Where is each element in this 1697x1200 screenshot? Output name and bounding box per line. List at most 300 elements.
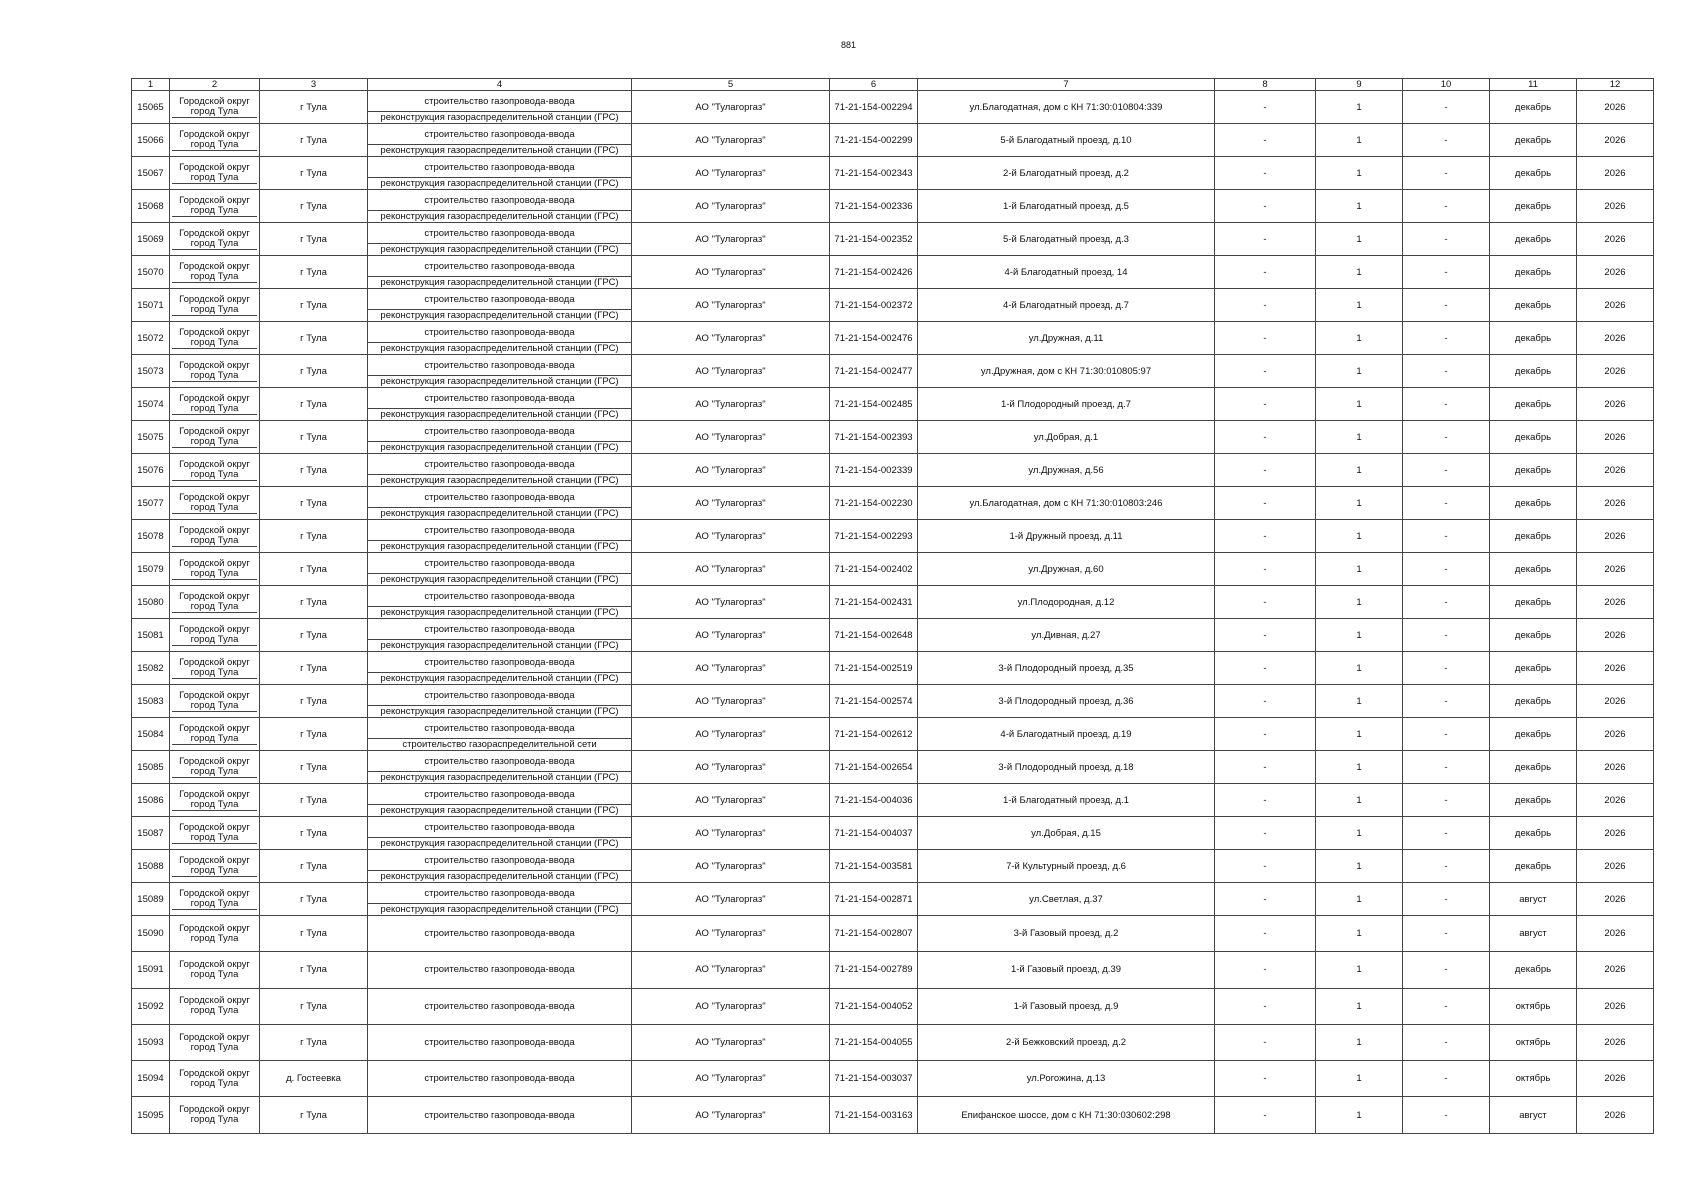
table-row [132,1024,1654,1060]
district-line-1: Городской округ [179,425,250,437]
year-cell: 2026 [1577,124,1654,157]
year-cell: 2026 [1577,718,1654,751]
district-line-2: город Тула [172,173,257,184]
district-cell [170,91,260,124]
object-code-cell: 71-21-154-002293 [830,520,918,553]
district-cell [170,124,260,157]
work-type-primary: строительство газопровода-ввода [424,194,575,206]
object-code-cell: 71-21-154-002612 [830,718,918,751]
work-type-cell: строительство газопровода-ввода [368,1097,632,1133]
row-number: 15087 [132,817,170,850]
row-number: 15077 [132,487,170,520]
address-cell: 1-й Дружный проезд, д.11 [918,520,1215,553]
object-code-cell: 71-21-154-002352 [830,223,918,256]
address-cell: ул.Дружная, д.60 [918,553,1215,586]
month-cell: август [1490,883,1577,916]
district-cell [170,223,260,256]
object-code-cell: 71-21-154-003581 [830,850,918,883]
month-cell: декабрь [1490,223,1577,256]
column-9-cell: 1 [1316,883,1403,916]
month-cell: декабрь [1490,619,1577,652]
column-8-cell: - [1215,289,1316,322]
district-line-2: город Тула [172,767,257,778]
organization-cell: АО "Тулагоргаз" [632,124,830,157]
work-type-cell [368,454,632,487]
month-cell: декабрь [1490,520,1577,553]
work-type-secondary: реконструкция газораспределительной станции (ГРС) [368,342,631,354]
column-9-cell: 1 [1316,421,1403,454]
row-number: 15072 [132,322,170,355]
column-8-cell: - [1215,850,1316,883]
month-cell: декабрь [1490,388,1577,421]
table-row [132,454,1654,487]
row-number: 15067 [132,157,170,190]
month-cell: октябрь [1490,988,1577,1024]
column-9-cell: 1 [1316,487,1403,520]
column-10-cell: - [1403,1024,1490,1060]
column-9-cell: 1 [1316,454,1403,487]
column-10-cell: - [1403,322,1490,355]
object-code-cell: 71-21-154-002402 [830,553,918,586]
organization-cell: АО "Тулагоргаз" [632,850,830,883]
column-8-cell: - [1215,952,1316,988]
work-type-primary: строительство газопровода-ввода [424,854,575,866]
district-line-2: город Тула [172,338,257,349]
object-code-cell: 71-21-154-002477 [830,355,918,388]
address-cell: ул.Рогожина, д.13 [918,1061,1215,1097]
month-cell: август [1490,1097,1577,1133]
column-9-cell: 1 [1316,190,1403,223]
district-line-2: город Тула [190,1041,239,1053]
month-cell: декабрь [1490,784,1577,817]
district-line-1: Городской округ [179,557,250,569]
work-type-secondary: реконструкция газораспределительной станции (ГРС) [368,375,631,387]
work-type-cell [368,289,632,322]
table-row [132,91,1654,124]
district-cell [170,817,260,850]
month-cell: декабрь [1490,355,1577,388]
column-8-cell: - [1215,388,1316,421]
address-cell: ул.Добрая, д.15 [918,817,1215,850]
locality-cell: г Тула [260,421,368,454]
month-cell: декабрь [1490,652,1577,685]
district-line-1: Городской округ [179,260,250,272]
object-code-cell: 71-21-154-002654 [830,751,918,784]
locality-cell: г Тула [260,124,368,157]
month-cell: декабрь [1490,91,1577,124]
object-code-cell: 71-21-154-002343 [830,157,918,190]
work-type-primary: строительство газопровода-ввода [424,590,575,602]
table-row [132,388,1654,421]
locality-cell: г Тула [260,1024,368,1060]
column-9-cell: 1 [1316,718,1403,751]
table-row [132,553,1654,586]
column-9-cell: 1 [1316,223,1403,256]
month-cell: декабрь [1490,256,1577,289]
work-type-cell [368,124,632,157]
table-row [132,289,1654,322]
object-code-cell: 71-21-154-002426 [830,256,918,289]
locality-cell: г Тула [260,952,368,988]
organization-cell: АО "Тулагоргаз" [632,421,830,454]
row-number: 15075 [132,421,170,454]
work-type-primary: строительство газопровода-ввода [424,227,575,239]
table-row [132,817,1654,850]
district-cell [170,553,260,586]
column-8-cell: - [1215,454,1316,487]
column-10-cell: - [1403,157,1490,190]
district-cell [170,190,260,223]
table-row [132,487,1654,520]
table-row [132,883,1654,916]
district-cell [170,652,260,685]
district-cell [170,1097,260,1133]
column-10-cell: - [1403,751,1490,784]
object-code-cell: 71-21-154-002485 [830,388,918,421]
district-line-2: город Тула [172,239,257,250]
work-type-secondary: реконструкция газораспределительной станции (ГРС) [368,705,631,717]
locality-cell: г Тула [260,1097,368,1133]
column-10-cell: - [1403,355,1490,388]
work-type-cell [368,91,632,124]
address-cell: ул.Дружная, д.56 [918,454,1215,487]
work-type-primary: строительство газопровода-ввода [424,755,575,767]
row-number: 15083 [132,685,170,718]
locality-cell: г Тула [260,223,368,256]
row-number: 15073 [132,355,170,388]
organization-cell: АО "Тулагоргаз" [632,1061,830,1097]
district-line-2: город Тула [172,668,257,679]
locality-cell: г Тула [260,91,368,124]
district-cell [170,289,260,322]
district-line-2: город Тула [172,833,257,844]
column-8-cell: - [1215,988,1316,1024]
address-cell: Епифанское шоссе, дом с КН 71:30:030602:298 [918,1097,1215,1133]
column-9-cell: 1 [1316,988,1403,1024]
column-8-cell: - [1215,355,1316,388]
year-cell: 2026 [1577,883,1654,916]
district-line-2: город Тула [172,272,257,283]
year-cell: 2026 [1577,223,1654,256]
district-cell [170,784,260,817]
work-type-primary: строительство газопровода-ввода [424,491,575,503]
district-line-2: город Тула [190,932,239,944]
year-cell: 2026 [1577,652,1654,685]
address-cell: 4-й Благодатный проезд, д.19 [918,718,1215,751]
district-line-1: Городской округ [179,722,250,734]
address-cell: 1-й Газовый проезд, д.39 [918,952,1215,988]
object-code-cell: 71-21-154-004037 [830,817,918,850]
district-line-1: Городской округ [179,1104,250,1116]
work-type-primary: строительство газопровода-ввода [424,887,575,899]
row-number: 15076 [132,454,170,487]
month-cell: декабрь [1490,289,1577,322]
row-number: 15065 [132,91,170,124]
column-8-cell: - [1215,817,1316,850]
year-cell: 2026 [1577,1061,1654,1097]
column-8-cell: - [1215,91,1316,124]
district-cell [170,850,260,883]
organization-cell: АО "Тулагоргаз" [632,190,830,223]
district-line-2: город Тула [172,371,257,382]
column-header: 7 [918,79,1215,91]
district-line-2: город Тула [172,206,257,217]
year-cell: 2026 [1577,988,1654,1024]
column-10-cell: - [1403,91,1490,124]
address-cell: 1-й Благодатный проезд, д.5 [918,190,1215,223]
district-line-1: Городской округ [179,326,250,338]
column-8-cell: - [1215,1024,1316,1060]
organization-cell: АО "Тулагоргаз" [632,988,830,1024]
work-type-cell [368,718,632,751]
column-10-cell: - [1403,586,1490,619]
address-cell: 1-й Газовый проезд, д.9 [918,988,1215,1024]
row-number: 15086 [132,784,170,817]
work-type-cell [368,322,632,355]
district-line-1: Городской округ [179,293,250,305]
organization-cell: АО "Тулагоргаз" [632,652,830,685]
district-cell [170,1024,260,1060]
page-number: 881 [840,40,857,50]
work-type-primary: строительство газопровода-ввода [424,128,575,140]
column-10-cell: - [1403,652,1490,685]
column-8-cell: - [1215,916,1316,952]
row-number: 15082 [132,652,170,685]
district-line-1: Городской округ [179,392,250,404]
work-type-secondary: реконструкция газораспределительной станции (ГРС) [368,573,631,585]
month-cell: декабрь [1490,322,1577,355]
organization-cell: АО "Тулагоргаз" [632,1097,830,1133]
table-row [132,988,1654,1024]
object-code-cell: 71-21-154-003163 [830,1097,918,1133]
table-row [132,586,1654,619]
column-10-cell: - [1403,289,1490,322]
work-type-primary: строительство газопровода-ввода [424,458,575,470]
address-cell: ул.Плодородная, д.12 [918,586,1215,619]
year-cell: 2026 [1577,355,1654,388]
column-header: 9 [1316,79,1403,91]
organization-cell: АО "Тулагоргаз" [632,718,830,751]
month-cell: декабрь [1490,952,1577,988]
district-line-1: Городской округ [179,1031,250,1043]
object-code-cell: 71-21-154-002393 [830,421,918,454]
district-cell [170,1061,260,1097]
object-code-cell: 71-21-154-004052 [830,988,918,1024]
work-type-cell [368,685,632,718]
district-line-2: город Тула [172,635,257,646]
work-type-secondary: реконструкция газораспределительной станции (ГРС) [368,672,631,684]
table-row [132,421,1654,454]
column-number-header-row [132,79,1654,91]
locality-cell: г Тула [260,685,368,718]
district-line-2: город Тула [172,800,257,811]
locality-cell: г Тула [260,388,368,421]
work-type-secondary: реконструкция газораспределительной станции (ГРС) [368,507,631,519]
table-row [132,952,1654,988]
organization-cell: АО "Тулагоргаз" [632,685,830,718]
work-type-secondary: реконструкция газораспределительной станции (ГРС) [368,210,631,222]
month-cell: декабрь [1490,190,1577,223]
work-type-cell: строительство газопровода-ввода [368,1024,632,1060]
locality-cell: г Тула [260,322,368,355]
organization-cell: АО "Тулагоргаз" [632,1024,830,1060]
address-cell: 1-й Благодатный проезд, д.1 [918,784,1215,817]
locality-cell: г Тула [260,652,368,685]
district-line-1: Городской округ [179,656,250,668]
row-number: 15069 [132,223,170,256]
row-number: 15085 [132,751,170,784]
row-number: 15074 [132,388,170,421]
month-cell: декабрь [1490,421,1577,454]
column-10-cell: - [1403,988,1490,1024]
work-type-cell: строительство газопровода-ввода [368,916,632,952]
table-row [132,850,1654,883]
work-type-secondary: реконструкция газораспределительной станции (ГРС) [368,837,631,849]
column-9-cell: 1 [1316,784,1403,817]
work-type-cell [368,817,632,850]
month-cell: октябрь [1490,1061,1577,1097]
column-9-cell: 1 [1316,652,1403,685]
address-cell: 3-й Плодородный проезд, д.35 [918,652,1215,685]
work-type-primary: строительство газопровода-ввода [424,689,575,701]
row-number: 15070 [132,256,170,289]
row-number: 15093 [132,1024,170,1060]
locality-cell: г Тула [260,751,368,784]
locality-cell: г Тула [260,289,368,322]
row-number: 15081 [132,619,170,652]
work-type-secondary: реконструкция газораспределительной станции (ГРС) [368,243,631,255]
address-cell: 7-й Культурный проезд, д.6 [918,850,1215,883]
district-line-1: Городской округ [179,922,250,934]
work-type-secondary: реконструкция газораспределительной станции (ГРС) [368,177,631,189]
object-code-cell: 71-21-154-002372 [830,289,918,322]
address-cell: 3-й Плодородный проезд, д.18 [918,751,1215,784]
column-8-cell: - [1215,652,1316,685]
locality-cell: г Тула [260,883,368,916]
column-9-cell: 1 [1316,553,1403,586]
district-cell [170,586,260,619]
organization-cell: АО "Тулагоргаз" [632,355,830,388]
organization-cell: АО "Тулагоргаз" [632,784,830,817]
table-row [132,157,1654,190]
object-code-cell: 71-21-154-004036 [830,784,918,817]
column-10-cell: - [1403,421,1490,454]
address-cell: ул.Дружная, дом с КН 71:30:010805:97 [918,355,1215,388]
address-cell: 2-й Благодатный проезд, д.2 [918,157,1215,190]
row-number: 15088 [132,850,170,883]
table-row [132,322,1654,355]
month-cell: декабрь [1490,157,1577,190]
table-row [132,1097,1654,1133]
column-8-cell: - [1215,190,1316,223]
work-type-primary: строительство газопровода-ввода [424,392,575,404]
month-cell: декабрь [1490,487,1577,520]
year-cell: 2026 [1577,454,1654,487]
column-9-cell: 1 [1316,289,1403,322]
organization-cell: АО "Тулагоргаз" [632,817,830,850]
year-cell: 2026 [1577,157,1654,190]
work-type-secondary: реконструкция газораспределительной станции (ГРС) [368,804,631,816]
row-number: 15084 [132,718,170,751]
organization-cell: АО "Тулагоргаз" [632,916,830,952]
work-type-primary: строительство газопровода-ввода [424,557,575,569]
district-line-1: Городской округ [179,161,250,173]
district-cell [170,520,260,553]
column-10-cell: - [1403,487,1490,520]
year-cell: 2026 [1577,586,1654,619]
district-line-2: город Тула [190,1114,239,1126]
month-cell: октябрь [1490,1024,1577,1060]
district-cell [170,685,260,718]
work-type-cell [368,883,632,916]
row-number: 15080 [132,586,170,619]
district-line-1: Городской округ [179,755,250,767]
work-type-primary: строительство газопровода-ввода [424,722,575,734]
column-10-cell: - [1403,685,1490,718]
work-type-secondary: реконструкция газораспределительной станции (ГРС) [368,144,631,156]
column-9-cell: 1 [1316,388,1403,421]
month-cell: декабрь [1490,454,1577,487]
object-code-cell: 71-21-154-002871 [830,883,918,916]
district-cell [170,988,260,1024]
district-line-1: Городской округ [179,887,250,899]
month-cell: декабрь [1490,553,1577,586]
column-header: 8 [1215,79,1316,91]
locality-cell: г Тула [260,586,368,619]
year-cell: 2026 [1577,916,1654,952]
column-8-cell: - [1215,751,1316,784]
column-10-cell: - [1403,520,1490,553]
year-cell: 2026 [1577,388,1654,421]
organization-cell: АО "Тулагоргаз" [632,322,830,355]
address-cell: 5-й Благодатный проезд, д.10 [918,124,1215,157]
district-line-2: город Тула [172,701,257,712]
table-row [132,751,1654,784]
year-cell: 2026 [1577,751,1654,784]
work-type-secondary: реконструкция газораспределительной станции (ГРС) [368,309,631,321]
column-9-cell: 1 [1316,355,1403,388]
year-cell: 2026 [1577,553,1654,586]
object-code-cell: 71-21-154-002299 [830,124,918,157]
column-header: 6 [830,79,918,91]
year-cell: 2026 [1577,850,1654,883]
table-row [132,223,1654,256]
column-9-cell: 1 [1316,1024,1403,1060]
table-row [132,190,1654,223]
work-type-cell [368,751,632,784]
column-10-cell: - [1403,388,1490,421]
table-row [132,784,1654,817]
month-cell: декабрь [1490,124,1577,157]
column-9-cell: 1 [1316,952,1403,988]
work-type-primary: строительство газопровода-ввода [424,425,575,437]
object-code-cell: 71-21-154-002230 [830,487,918,520]
column-9-cell: 1 [1316,619,1403,652]
column-8-cell: - [1215,487,1316,520]
district-line-1: Городской округ [179,623,250,635]
work-type-cell [368,619,632,652]
locality-cell: г Тула [260,454,368,487]
district-cell [170,157,260,190]
district-line-1: Городской округ [179,995,250,1007]
work-type-cell: строительство газопровода-ввода [368,952,632,988]
year-cell: 2026 [1577,685,1654,718]
work-type-primary: строительство газопровода-ввода [424,623,575,635]
year-cell: 2026 [1577,1097,1654,1133]
district-line-1: Городской округ [179,1067,250,1079]
column-header: 2 [170,79,260,91]
work-type-secondary: реконструкция газораспределительной станции (ГРС) [368,441,631,453]
